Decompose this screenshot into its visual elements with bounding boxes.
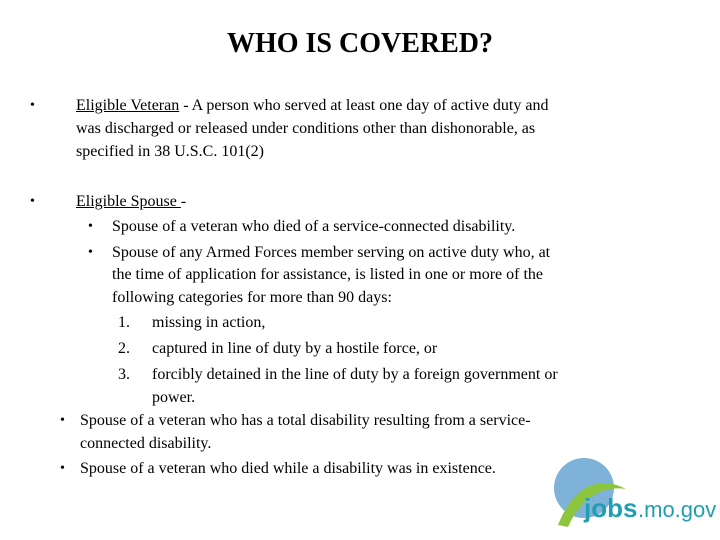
numbered-item-3-num: 3. bbox=[118, 366, 130, 383]
logo-word-mogov: .mo.gov bbox=[638, 497, 717, 522]
spouse-dash: - bbox=[180, 193, 187, 210]
spouse-sub-2-line-3: following categories for more than 90 days: bbox=[112, 289, 392, 306]
spouse-heading: Eligible Spouse bbox=[76, 193, 181, 210]
jobs-mo-gov-logo bbox=[554, 455, 717, 533]
spouse-heading-line bbox=[76, 190, 186, 213]
bullet: • bbox=[60, 461, 65, 476]
spouse-sub-1: Spouse of a veteran who died of a service-connected disability. bbox=[112, 218, 516, 235]
numbered-item-1: missing in action, bbox=[152, 314, 266, 331]
veteran-text: - A person who served at least one day of active duty and bbox=[179, 97, 549, 114]
page-title: WHO IS COVERED? bbox=[226, 28, 494, 59]
logo-word-jobs: jobs bbox=[584, 493, 638, 523]
bullet: • bbox=[60, 413, 65, 428]
sub-bullet: • bbox=[88, 219, 93, 234]
veteran-line-2: was discharged or released under conditions other than dishonorable, as bbox=[76, 120, 536, 137]
spouse-item-3-line-2: connected disability. bbox=[80, 435, 212, 452]
spouse-sub-2-line-2: the time of application for assistance, is listed in one or more of the bbox=[112, 266, 543, 283]
veteran-line-3: specified in 38 U.S.C. 101(2) bbox=[76, 143, 264, 160]
bullet: • bbox=[30, 194, 35, 209]
numbered-item-1-num: 1. bbox=[118, 314, 130, 331]
bullet: • bbox=[30, 98, 35, 113]
numbered-item-3: forcibly detained in the line of duty by a foreign government or bbox=[152, 366, 558, 383]
numbered-item-3-cont: power. bbox=[152, 389, 196, 406]
spouse-item-3-line-1: Spouse of a veteran who has a total disability resulting from a service- bbox=[80, 412, 531, 429]
numbered-item-2-num: 2. bbox=[118, 340, 130, 357]
spouse-sub-2-line-1: Spouse of any Armed Forces member serving on active duty who, at bbox=[112, 244, 551, 261]
sub-bullet: • bbox=[88, 245, 93, 260]
veteran-heading: Eligible Veteran bbox=[76, 97, 180, 114]
numbered-item-2: captured in line of duty by a hostile force, or bbox=[152, 340, 438, 357]
veteran-line-1 bbox=[76, 94, 548, 117]
spouse-item-4: Spouse of a veteran who died while a disability was in existence. bbox=[80, 460, 496, 477]
